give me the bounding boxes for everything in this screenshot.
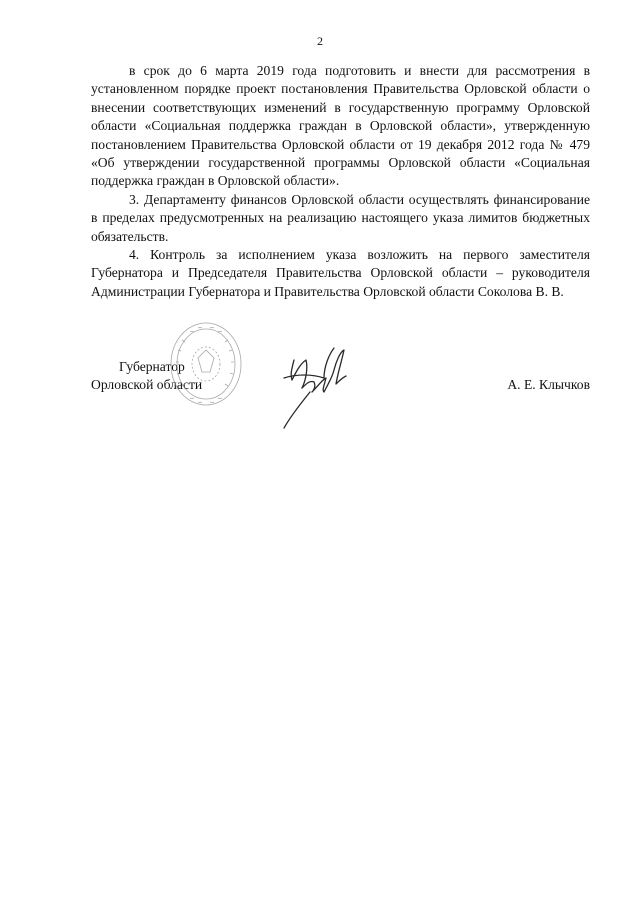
signatory-name: А. Е. Клычков xyxy=(507,377,590,392)
handwritten-signature xyxy=(262,332,372,432)
signatory-position-line2: Орловской области xyxy=(91,377,203,392)
document-body xyxy=(91,62,590,301)
signatory-position-line1: Губернатор xyxy=(119,359,185,374)
paragraph-finance: 3. Департаменту финансов Орловской области осуществлять финансирование в пределах предусмотренных на реализацию настоящего указа лимитов бюджетных обязательств. xyxy=(91,191,590,244)
official-seal-stamp xyxy=(168,320,244,408)
paragraph-deadline: в срок до 6 марта 2019 года подготовить и внести для рассмотрения в установленном порядке проект постановления Правительства Орловской области о внесении соответствующих изменений в государственную программу Орловской области «Социальная поддержка граждан в Орловской области», утвержденную постановлением Правительства Орловской области от 19 декабря 2012 года № 479 «Об утверждении государственной программы Орловской области «Социальная поддержка граждан в Орловской области». xyxy=(91,63,590,189)
paragraph-control: 4. Контроль за исполнением указа возложить на первого заместителя Губернатора и Председателя Правительства Орловской области – руководителя Администрации Губернатора и Правительства Орловской области Соколова В. В. xyxy=(91,247,590,299)
page-number: 2 xyxy=(317,34,323,48)
